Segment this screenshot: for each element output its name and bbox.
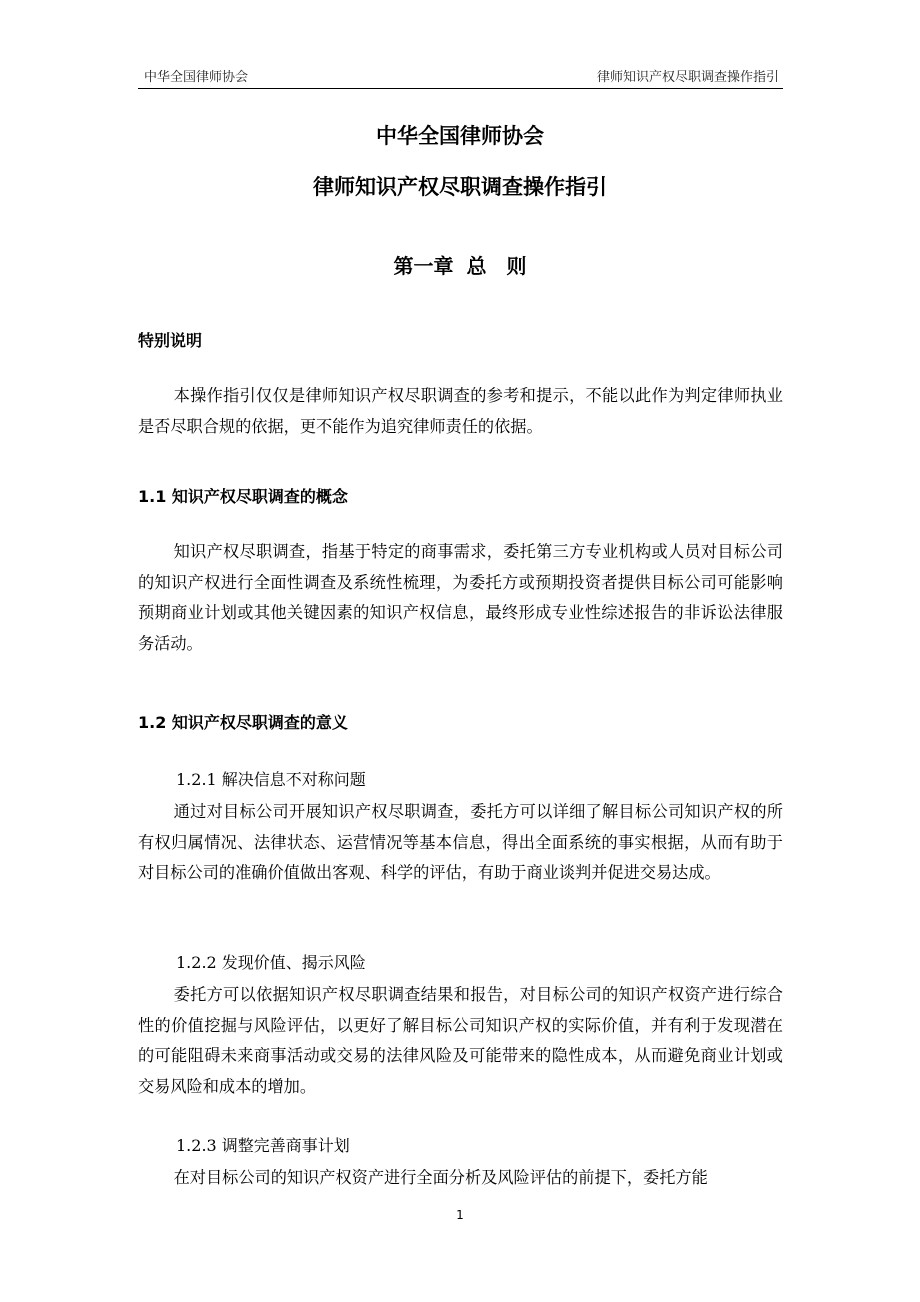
section-1-1-body: 知识产权尽职调查，指基于特定的商事需求，委托第三方专业机构或人员对目标公司的知识产权进行全面性调查及系统性梳理，为委托方或预期投资者提供目标公司可能影响预期商业计划或其他关键因素的知识产权信息，最终形成专业性综述报告的非诉讼法律服务活动。 (138, 542, 783, 653)
section-1-2-1-title: 1.2.1 解决信息不对称问题 (176, 770, 366, 789)
page-header (138, 62, 783, 89)
document-title-line2: 律师知识产权尽职调查操作指引 (313, 175, 607, 199)
section-1-2-3-body: 在对目标公司的知识产权资产进行全面分析及风险评估的前提下，委托方能 (173, 1168, 708, 1187)
special-note-body: 本操作指引仅仅是律师知识产权尽职调查的参考和提示，不能以此作为判定律师执业是否尽职合规的依据，更不能作为追究律师责任的依据。 (138, 386, 783, 436)
section-1-2-heading: 1.2 知识产权尽职调查的意义 (138, 713, 348, 732)
special-note-heading: 特别说明 (138, 331, 203, 350)
header-left-text: 中华全国律师协会 (144, 70, 249, 85)
section-1-2-2-title: 1.2.2 发现价值、揭示风险 (176, 953, 366, 972)
header-right-text: 律师知识产权尽职调查操作指引 (596, 70, 779, 85)
page-number: 1 (456, 1208, 464, 1222)
document-title-line1: 中华全国律师协会 (376, 124, 544, 148)
section-1-2-1-body: 通过对目标公司开展知识产权尽职调查，委托方可以详细了解目标公司知识产权的所有权归属情况、法律状态、运营情况等基本信息，得出全面系统的事实根据，从而有助于对目标公司的准确价值做出客观、科学的评估，有助于商业谈判并促进交易达成。 (138, 802, 783, 882)
section-1-1-heading: 1.1 知识产权尽职调查的概念 (138, 487, 348, 506)
section-1-2-2-body: 委托方可以依据知识产权尽职调查结果和报告，对目标公司的知识产权资产进行综合性的价值挖掘与风险评估，以更好了解目标公司知识产权的实际价值，并有利于发现潜在的可能阻碍未来商事活动或交易的法律风险及可能带来的隐性成本，从而避免商业计划或交易风险和成本的增加。 (138, 985, 783, 1096)
section-1-2-3-title: 1.2.3 调整完善商事计划 (176, 1136, 350, 1155)
chapter-heading: 第一章 总 则 (393, 254, 527, 278)
